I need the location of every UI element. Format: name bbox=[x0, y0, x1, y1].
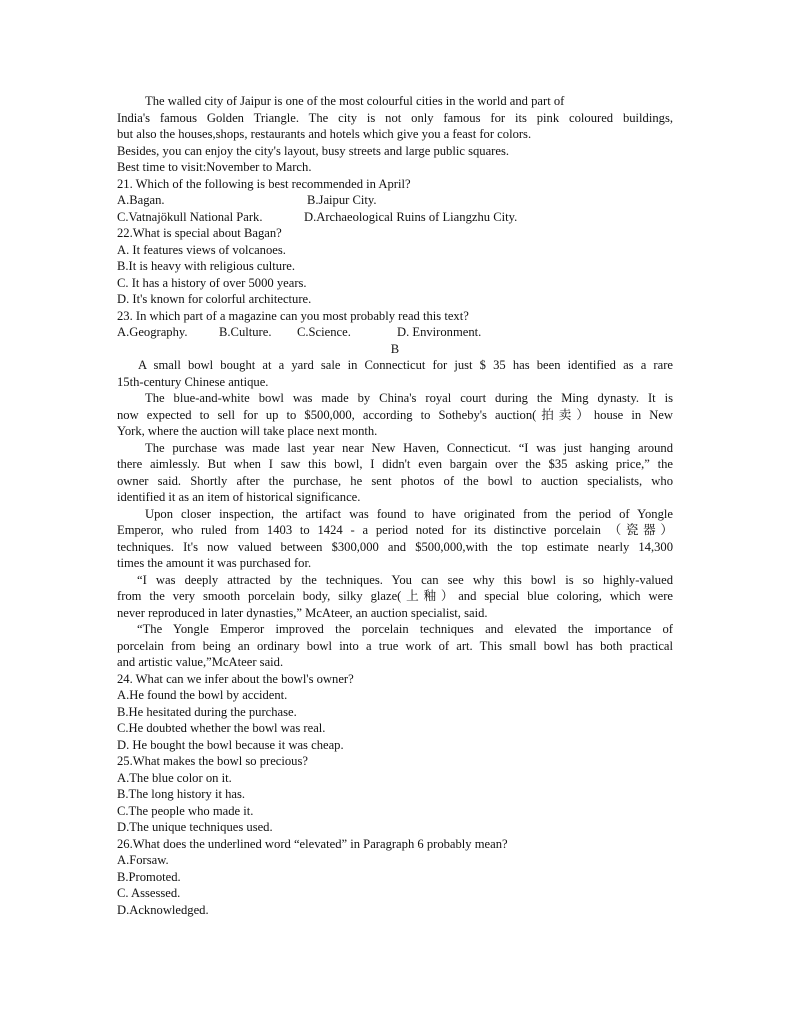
option-d: D.Acknowledged. bbox=[117, 902, 209, 917]
section-b-paragraph-3-line: The purchase was made last year near New Haven, Connecticut. “I was just hanging around bbox=[145, 440, 673, 455]
option-c: C.He doubted whether the bowl was real. bbox=[117, 721, 326, 735]
section-b-paragraph-6-line: porcelain from being an ordinary bowl into a true work of art. This small bowl has both practical bbox=[117, 638, 673, 653]
option-d: D. He bought the bowl because it was cheap. bbox=[117, 737, 344, 752]
question-21-options-row-1 bbox=[117, 192, 673, 209]
section-b-paragraph-2-line: now expected to sell for up to $500,000, according to Sotheby's auction(拍卖）house in New bbox=[117, 407, 673, 422]
option-d: D.The unique techniques used. bbox=[117, 820, 273, 834]
option-a: A.Geography. bbox=[117, 325, 188, 339]
option-c: C.Vatnajökull National Park. bbox=[117, 209, 263, 224]
option-c: C.The people who made it. bbox=[117, 803, 254, 818]
option-b: B.He hesitated during the purchase. bbox=[117, 704, 297, 719]
section-b-paragraph-1-line: 15th-century Chinese antique. bbox=[117, 374, 269, 389]
question-26-stem: 26.What does the underlined word “elevated” in Paragraph 6 probably mean? bbox=[117, 836, 508, 851]
option-d: D.Archaeological Ruins of Liangzhu City. bbox=[304, 209, 518, 224]
passage-a-line: Best time to visit:November to March. bbox=[117, 160, 312, 174]
section-b-paragraph-6-line: and artistic value,”McAteer said. bbox=[117, 655, 284, 669]
section-b-paragraph-1-line: A small bowl bought at a yard sale in Connecticut for just $ 35 has been identified as a rare bbox=[138, 358, 673, 372]
option-a: A. It features views of volcanoes. bbox=[117, 242, 286, 257]
section-b-paragraph-4-line: Upon closer inspection, the artifact was found to have originated from the period of Yongle bbox=[145, 506, 673, 521]
question-21-stem: 21. Which of the following is best recommended in April? bbox=[117, 176, 411, 191]
option-d: D. It's known for colorful architecture. bbox=[117, 292, 312, 306]
option-b: B.Promoted. bbox=[117, 869, 181, 884]
option-c: C.Science. bbox=[297, 325, 351, 339]
question-25-stem: 25.What makes the bowl so precious? bbox=[117, 754, 308, 768]
option-a: A.Forsaw. bbox=[117, 853, 169, 867]
question-23-stem: 23. In which part of a magazine can you most probably read this text? bbox=[117, 308, 469, 323]
option-b: B.It is heavy with religious culture. bbox=[117, 259, 296, 273]
passage-a-line: The walled city of Jaipur is one of the most colourful cities in the world and part of bbox=[145, 94, 565, 108]
question-24-stem: 24. What can we infer about the bowl's owner? bbox=[117, 671, 354, 686]
section-b-paragraph-2-line: The blue-and-white bowl was made by China's royal court during the Ming dynasty. It is bbox=[145, 391, 673, 405]
option-a: A.He found the bowl by accident. bbox=[117, 688, 288, 702]
option-d: D. Environment. bbox=[397, 325, 482, 339]
section-b-paragraph-6-line: “The Yongle Emperor improved the porcelain techniques and elevated the importance of bbox=[137, 622, 673, 636]
question-23-options-row bbox=[117, 324, 673, 341]
section-b-paragraph-4-line: techniques. It's now valued between $300,000 and $500,000,with the top estimate nearly 14,300 bbox=[117, 539, 673, 554]
section-b-paragraph-3-line: there aimlessly. But when I saw this bowl, I didn't even bargain over the $35 asking price,” the bbox=[117, 457, 673, 471]
section-b-paragraph-4-line: Emperor, who ruled from 1403 to 1424 - a period noted for its distinctive porcelain （瓷器） bbox=[117, 523, 673, 537]
option-b: B.Jaipur City. bbox=[307, 193, 377, 207]
section-b-heading: B bbox=[390, 341, 400, 356]
passage-a-line: but also the houses,shops, restaurants and hotels which give you a feast for colors. bbox=[117, 127, 532, 141]
question-22-stem: 22.What is special about Bagan? bbox=[117, 226, 282, 240]
section-b-paragraph-3-line: identified it as an item of historical significance. bbox=[117, 490, 361, 504]
passage-a-line: Besides, you can enjoy the city's layout, busy streets and large public squares. bbox=[117, 143, 510, 158]
section-b-paragraph-5-line: never reproduced in later dynasties,” McAteer, an auction specialist, said. bbox=[117, 605, 488, 620]
option-c: C. It has a history of over 5000 years. bbox=[117, 275, 307, 290]
passage-a-line: India's famous Golden Triangle. The city is not only famous for its pink coloured buildings, bbox=[117, 110, 673, 125]
section-b-paragraph-2-line: York, where the auction will take place next month. bbox=[117, 424, 378, 438]
option-b: B.The long history it has. bbox=[117, 787, 246, 801]
section-b-paragraph-4-line: times the amount it was purchased for. bbox=[117, 556, 312, 570]
section-b-paragraph-3-line: owner said. Shortly after the purchase, he sent photos of the bowl to auction specialists, who bbox=[117, 473, 673, 488]
option-b: B.Culture. bbox=[219, 325, 272, 339]
question-21-options-row-2 bbox=[117, 209, 673, 226]
option-a: A.The blue color on it. bbox=[117, 770, 232, 785]
exam-page bbox=[117, 93, 673, 918]
section-b-paragraph-5-line: “I was deeply attracted by the techniques. You can see why this bowl is so highly-valued bbox=[137, 572, 673, 587]
option-c: C. Assessed. bbox=[117, 886, 181, 900]
option-a: A.Bagan. bbox=[117, 193, 165, 207]
section-b-paragraph-5-line: from the very smooth porcelain body, silky glaze(上釉）and special blue coloring, which were bbox=[117, 589, 673, 603]
